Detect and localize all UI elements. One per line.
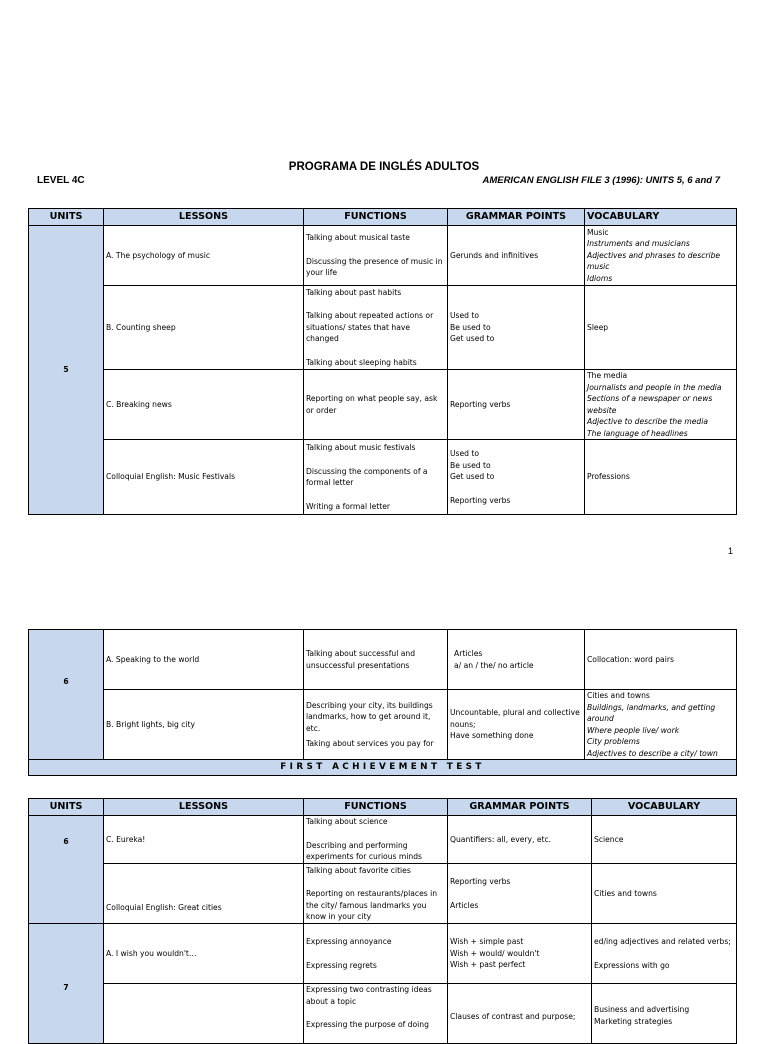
vocab-item: Buildings, landmarks, and getting around xyxy=(587,702,716,723)
grammar-item: Get used to xyxy=(450,334,495,344)
vocabulary-cell xyxy=(592,816,737,864)
grammar-cell xyxy=(448,690,585,760)
function-item: Talking about favorite cities xyxy=(306,865,411,875)
vocab-heading: Cities and towns xyxy=(587,691,650,700)
function-item: Expressing two contrasting ideas about a topic xyxy=(306,985,432,1006)
vocab-item: Adjectives and phrases to describe music xyxy=(587,250,721,272)
grammar-cell xyxy=(448,864,592,924)
lesson-cell: B. Counting sheep xyxy=(104,286,304,370)
grammar-cell xyxy=(448,924,592,984)
function-item: Discussing the components of a formal letter xyxy=(306,466,428,487)
vocab-item: The language of headlines xyxy=(587,428,688,438)
grammar-cell xyxy=(448,630,585,690)
functions-cell xyxy=(304,226,448,286)
function-item: Describing your city, its buildings landmarks, how to get around it, etc. xyxy=(306,700,433,733)
grammar-item: Wish + simple past xyxy=(450,937,524,947)
page-title: PROGRAMA DE INGLÉS ADULTOS xyxy=(288,161,480,173)
function-item: Talking about past habits xyxy=(306,287,402,297)
table-row xyxy=(29,924,737,984)
grammar-item: Wish + past perfect xyxy=(450,960,526,970)
function-item: Taking about services you pay for xyxy=(306,739,434,748)
vocab-item: ed/ing adjectives and related verbs; xyxy=(594,937,731,946)
vocabulary-cell xyxy=(585,630,737,690)
function-item: Discussing the presence of music in your life xyxy=(306,256,443,278)
vocab-item: Business and advertising xyxy=(594,1005,690,1014)
table-row xyxy=(29,864,737,924)
grammar-item: Be used to xyxy=(450,322,491,332)
col-header-units: UNITS xyxy=(29,799,104,816)
vocab-heading: Sleep xyxy=(587,322,609,332)
col-header-lessons: LESSONS xyxy=(104,209,304,226)
col-header-grammar: GRAMMAR POINTS xyxy=(448,209,585,226)
grammar-item: Used to xyxy=(450,449,480,458)
vocab-item: Where people live/ work xyxy=(587,725,680,735)
lesson-cell: Colloquial English: Music Festivals xyxy=(104,440,304,515)
functions-cell xyxy=(304,864,448,924)
vocab-item: Cities and towns xyxy=(594,888,657,898)
col-header-vocabulary: VOCABULARY xyxy=(585,209,737,226)
functions-cell xyxy=(304,984,448,1044)
function-item: Talking about repeated actions or situations/ states that have changed xyxy=(306,311,434,344)
achievement-test-banner: FIRST ACHIEVEMENT TEST xyxy=(29,760,737,776)
vocab-item: Journalists and people in the media xyxy=(587,382,722,392)
grammar-cell xyxy=(448,816,592,864)
vocab-item: Science xyxy=(594,834,624,844)
grammar-item: Quantifiers: all, every, etc. xyxy=(450,834,552,844)
vocabulary-cell xyxy=(585,690,737,760)
table-row xyxy=(29,816,737,864)
grammar-item: Articles xyxy=(450,900,479,910)
col-header-functions: FUNCTIONS xyxy=(304,209,448,226)
grammar-item: Clauses of contrast and purpose; xyxy=(450,1012,576,1021)
table-row xyxy=(29,286,737,370)
table-row xyxy=(29,630,737,690)
table-row xyxy=(29,226,737,286)
lesson-cell: Colloquial English: Great cities xyxy=(104,864,304,924)
lesson-cell: A. The psychology of music xyxy=(104,226,304,286)
lesson-cell: C. Breaking news xyxy=(104,370,304,440)
function-item: Talking about musical taste xyxy=(306,233,410,243)
grammar-item: Be used to xyxy=(450,460,491,470)
functions-cell xyxy=(304,690,448,760)
lesson-cell: B. Bright lights, big city xyxy=(104,690,304,760)
vocab-item: Adjective to describe the media xyxy=(587,417,708,426)
syllabus-table-unit-5 xyxy=(28,208,737,515)
grammar-cell xyxy=(448,440,585,515)
grammar-item: Reporting verbs xyxy=(450,399,511,409)
grammar-item: Get used to xyxy=(450,472,495,481)
table-row xyxy=(29,440,737,515)
vocab-item: Marketing strategies xyxy=(594,1016,673,1026)
grammar-item: Used to xyxy=(450,311,480,321)
unit-number: 5 xyxy=(29,226,104,515)
functions-cell xyxy=(304,630,448,690)
vocab-heading: The media xyxy=(587,371,628,380)
vocabulary-cell xyxy=(585,370,737,440)
function-item: Describing and performing experiments for curious minds xyxy=(306,840,422,862)
vocabulary-cell xyxy=(592,924,737,984)
col-header-vocabulary: VOCABULARY xyxy=(592,799,737,816)
table-row xyxy=(29,370,737,440)
grammar-item: Uncountable, plural and collective nouns; xyxy=(450,708,580,729)
level-label: LEVEL 4C xyxy=(37,175,85,186)
col-header-lessons: LESSONS xyxy=(104,799,304,816)
grammar-item: Reporting verbs xyxy=(450,495,511,505)
grammar-item: a/ an / the/ no article xyxy=(454,660,534,670)
grammar-item: Have something done xyxy=(450,731,534,741)
functions-cell xyxy=(304,286,448,370)
vocabulary-cell xyxy=(592,864,737,924)
function-item: Talking about successful and unsuccessful presentations xyxy=(306,649,416,670)
syllabus-table-units-6-7 xyxy=(28,798,737,1044)
lesson-cell: C. Eureka! xyxy=(104,816,304,864)
vocab-item: Expressions with go xyxy=(594,960,670,970)
function-item: Expressing annoyance xyxy=(306,937,392,946)
vocabulary-cell xyxy=(585,286,737,370)
page-number: 1 xyxy=(727,546,733,556)
vocabulary-cell xyxy=(592,984,737,1044)
col-header-units: UNITS xyxy=(29,209,104,226)
function-item: Reporting on restaurants/places in the city/ famous landmarks you know in your city xyxy=(306,889,438,921)
function-item: Reporting on what people say, ask or order xyxy=(306,394,438,415)
functions-cell xyxy=(304,924,448,984)
unit-number: 7 xyxy=(29,924,104,1044)
grammar-item: Reporting verbs xyxy=(450,877,511,886)
vocab-heading: Professions xyxy=(587,472,630,482)
unit-number: 6 xyxy=(29,630,104,760)
lesson-cell: A. Speaking to the world xyxy=(104,630,304,690)
function-item: Expressing regrets xyxy=(306,960,377,970)
function-item: Talking about music festivals xyxy=(306,443,416,452)
function-item: Writing a formal letter xyxy=(306,501,391,511)
function-item: Expressing the purpose of doing xyxy=(306,1020,429,1029)
book-title: AMERICAN ENGLISH FILE 3 (1996): UNITS 5, 6 and 7 xyxy=(482,175,720,186)
vocab-item: Sections of a newspaper or news website xyxy=(587,394,713,415)
vocabulary-cell xyxy=(585,440,737,515)
grammar-cell xyxy=(448,286,585,370)
vocab-item: Instruments and musicians xyxy=(587,239,690,249)
lesson-cell xyxy=(104,984,304,1044)
grammar-cell xyxy=(448,226,585,286)
grammar-item: Articles xyxy=(454,649,483,658)
grammar-item: Gerunds and infinitives xyxy=(450,250,539,260)
vocab-item: City problems xyxy=(587,737,640,746)
vocab-item: Adjectives to describe a city/ town xyxy=(587,748,718,758)
unit-number: 6 xyxy=(29,816,104,924)
grammar-cell xyxy=(448,984,592,1044)
syllabus-table-unit-6 xyxy=(28,629,737,776)
function-item: Talking about sleeping habits xyxy=(306,357,417,367)
col-header-grammar: GRAMMAR POINTS xyxy=(448,799,592,816)
vocab-heading: Music xyxy=(587,227,609,237)
function-item: Talking about science xyxy=(306,817,388,827)
vocabulary-cell xyxy=(585,226,737,286)
functions-cell xyxy=(304,816,448,864)
grammar-cell xyxy=(448,370,585,440)
functions-cell xyxy=(304,440,448,515)
functions-cell xyxy=(304,370,448,440)
table-row xyxy=(29,984,737,1044)
vocab-heading: Collocation: word pairs xyxy=(587,654,674,664)
grammar-item: Wish + would/ wouldn't xyxy=(450,948,540,958)
vocab-item: Idioms xyxy=(587,273,613,283)
col-header-functions: FUNCTIONS xyxy=(304,799,448,816)
table-row xyxy=(29,690,737,760)
lesson-cell: A. I wish you wouldn't… xyxy=(104,924,304,984)
